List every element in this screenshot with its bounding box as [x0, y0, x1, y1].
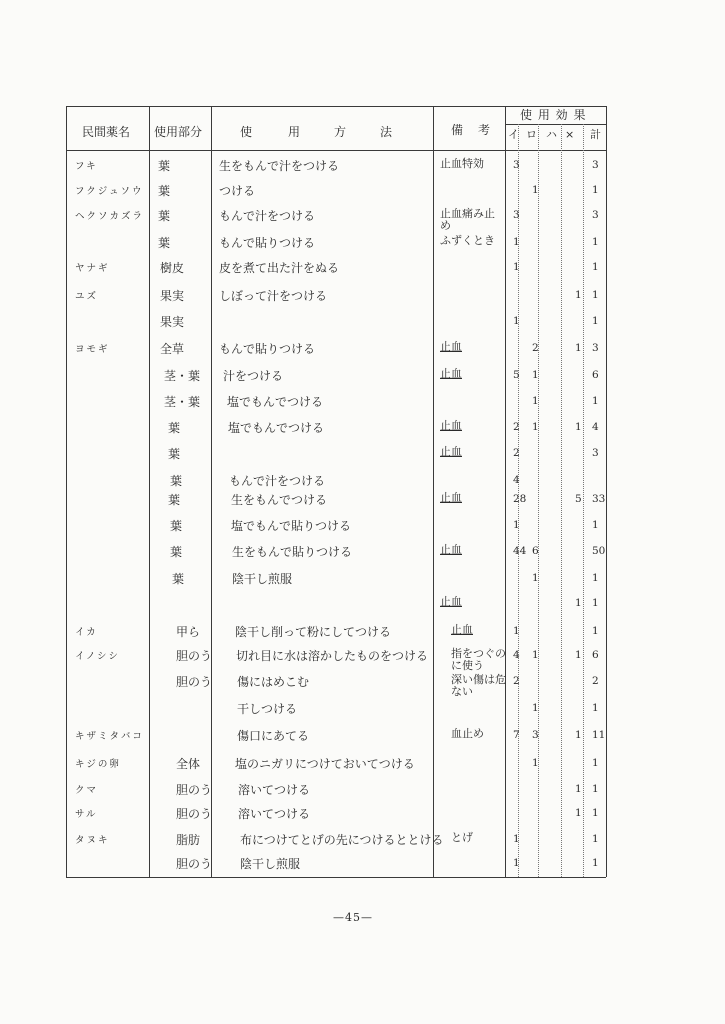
header-part: 使用部分	[154, 125, 203, 139]
row-usage-method: しぼって汁をつける	[219, 289, 328, 303]
table-right-border	[606, 106, 607, 877]
divider-part-method	[211, 106, 212, 877]
row-remedy-name: フクジュソウ	[75, 186, 144, 197]
row-usage-method: 塩でもんで貼りつける	[231, 519, 352, 533]
row-effect-value: 1	[575, 649, 582, 661]
divider-name-part	[149, 106, 150, 877]
row-remedy-name: キジの卵	[75, 759, 121, 770]
row-effect-value: 1	[575, 289, 582, 301]
row-effect-value: 1	[592, 757, 599, 769]
row-effect-value: 4	[513, 474, 520, 486]
divider-method-note	[433, 106, 434, 877]
row-usage-part: 胆のう	[176, 857, 213, 871]
row-usage-part: 葉	[158, 184, 171, 198]
header-effect-col: ロ	[526, 128, 537, 141]
row-remark: 止血痛み止め	[440, 207, 495, 232]
row-effect-value: 3	[532, 729, 539, 741]
row-effect-value: 1	[532, 395, 539, 407]
row-effect-value: 1	[513, 315, 520, 327]
row-usage-method: 塩でもんでつける	[228, 421, 325, 435]
row-effect-value: 1	[592, 625, 599, 637]
row-effect-value: 2	[592, 675, 599, 687]
row-usage-method: つける	[219, 184, 256, 198]
row-usage-method: 皮を煮て出た汁をぬる	[219, 261, 340, 275]
header-method-char: 使	[240, 125, 253, 139]
row-effect-value: 1	[513, 625, 520, 637]
row-usage-part: 胆のう	[176, 807, 213, 821]
row-usage-part: 葉	[168, 421, 181, 435]
row-effect-value: 1	[592, 783, 599, 795]
row-effect-value: 1	[532, 184, 539, 196]
row-effect-value: 1	[592, 807, 599, 819]
row-remark: 止血	[440, 340, 462, 353]
header-method-char: 方	[334, 125, 347, 139]
row-effect-value: 1	[532, 649, 539, 661]
row-effect-value: 1	[592, 261, 599, 273]
row-remedy-name: キザミタバコ	[75, 731, 144, 742]
row-effect-value: 1	[532, 757, 539, 769]
row-effect-value: 1	[592, 572, 599, 584]
header-method-char: 法	[380, 125, 393, 139]
row-effect-value: 1	[532, 369, 539, 381]
row-effect-value: 2	[513, 447, 520, 459]
row-remark: 止血特効	[440, 157, 484, 170]
row-remedy-name: ヨモギ	[75, 344, 110, 355]
row-usage-method: 塩のニガリにつけておいてつける	[235, 757, 415, 771]
row-usage-part: 葉	[168, 493, 181, 507]
row-remark: ふずくとき	[440, 234, 495, 247]
row-remedy-name: サル	[75, 809, 98, 820]
row-usage-part: 葉	[172, 572, 185, 586]
row-remark: とげ	[451, 831, 473, 844]
row-effect-value: 1	[513, 236, 520, 248]
row-usage-part: 胆のう	[176, 783, 213, 797]
row-usage-method: 陰干し削って粉にしてつける	[235, 625, 392, 639]
row-effect-value: 11	[592, 729, 606, 741]
row-effect-value: 1	[575, 783, 582, 795]
row-remedy-name: イカ	[75, 627, 98, 638]
row-remedy-name: ヤナギ	[75, 263, 110, 274]
row-effect-value: 3	[513, 209, 520, 221]
row-remark: 止血	[440, 595, 462, 608]
row-effect-value: 1	[592, 702, 599, 714]
row-usage-method: 溶いてつける	[238, 783, 311, 797]
table-bottom-border	[66, 877, 606, 878]
row-effect-value: 33	[592, 493, 606, 505]
row-remark: 止血	[451, 623, 473, 636]
row-remark: 止血	[440, 491, 462, 504]
row-effect-value: 1	[575, 597, 582, 609]
row-usage-part: 全草	[160, 342, 185, 356]
row-effect-value: 2	[513, 421, 520, 433]
row-remark: 血止め	[451, 727, 484, 740]
divider-note-effects	[505, 106, 506, 877]
table-left-border	[66, 106, 67, 877]
row-remedy-name: イノシシ	[75, 651, 120, 662]
row-effect-value: 1	[592, 395, 599, 407]
row-effect-value: 6	[532, 545, 539, 557]
row-effect-value: 1	[513, 857, 520, 869]
row-effect-value: 4	[513, 649, 520, 661]
row-effect-value: 2	[532, 342, 539, 354]
row-usage-part: 葉	[168, 447, 181, 461]
row-usage-part: 葉	[158, 236, 171, 250]
row-effect-value: 1	[532, 572, 539, 584]
row-usage-part: 脂肪	[176, 833, 201, 847]
row-effect-value: 6	[592, 649, 599, 661]
row-usage-method: 陰干し煎服	[240, 857, 301, 871]
row-usage-method: もんで汁をつける	[219, 209, 316, 223]
row-usage-method: もんで貼りつける	[219, 342, 316, 356]
row-remark: 止血	[440, 445, 462, 458]
row-usage-method: 生をもんで汁をつける	[219, 159, 340, 173]
row-usage-part: 茎・葉	[164, 395, 201, 409]
row-remedy-name: ヘクソカズラ	[75, 211, 145, 222]
dot-col-x-total	[583, 124, 584, 877]
row-usage-part: 果実	[160, 315, 185, 329]
row-usage-method: 生をもんで貼りつける	[232, 545, 353, 559]
row-usage-method: もんで貼りつける	[219, 236, 316, 250]
dot-col-ha-x	[561, 124, 562, 877]
row-usage-part: 葉	[158, 159, 171, 173]
row-remark: 止血	[440, 367, 462, 380]
row-effect-value: 5	[575, 493, 582, 505]
row-effect-value: 3	[513, 159, 520, 171]
row-usage-part: 甲ら	[176, 625, 201, 639]
row-usage-part: 茎・葉	[164, 369, 201, 383]
row-effect-value: 5	[513, 369, 520, 381]
row-effect-value: 1	[592, 597, 599, 609]
header-name: 民間薬名	[82, 125, 131, 139]
header-bottom-border	[66, 150, 606, 151]
row-usage-method: 塩でもんでつける	[227, 395, 324, 409]
row-remark: 止血	[440, 543, 462, 556]
row-effect-value: 1	[592, 315, 599, 327]
row-usage-method: 生をもんでつける	[231, 493, 328, 507]
effects-subheader-border	[505, 124, 606, 125]
row-usage-method: 傷にはめこむ	[237, 675, 310, 689]
row-effect-value: 1	[592, 519, 599, 531]
row-usage-part: 胆のう	[176, 675, 213, 689]
row-effect-value: 3	[592, 159, 599, 171]
row-effect-value: 28	[513, 493, 527, 505]
page-number: —45—	[333, 911, 373, 924]
row-effect-value: 3	[592, 447, 599, 459]
row-effect-value: 1	[575, 421, 582, 433]
row-usage-method: もんで汁をつける	[229, 474, 326, 488]
row-effect-value: 1	[575, 807, 582, 819]
row-effect-value: 50	[592, 545, 606, 557]
row-remedy-name: クマ	[75, 785, 99, 796]
row-usage-method: 陰干し煎服	[232, 572, 293, 586]
row-usage-part: 全体	[176, 757, 201, 771]
row-effect-value: 3	[592, 209, 599, 221]
row-effect-value: 1	[592, 289, 599, 301]
row-effect-value: 44	[513, 545, 527, 557]
row-effect-value: 1	[513, 833, 520, 845]
row-effect-value: 4	[592, 421, 599, 433]
row-remedy-name: ユズ	[75, 291, 99, 302]
row-usage-part: 葉	[170, 519, 183, 533]
row-usage-part: 葉	[170, 545, 183, 559]
row-effect-value: 1	[575, 342, 582, 354]
header-note-char: 備	[451, 123, 464, 137]
row-usage-part: 葉	[170, 474, 183, 488]
row-remark: 止血	[440, 419, 462, 432]
row-remark: 深い傷は危ない	[451, 673, 506, 698]
row-effect-value: 1	[592, 857, 599, 869]
row-effect-value: 1	[592, 184, 599, 196]
row-usage-method: 切れ目に水は溶かしたものをつける	[236, 649, 429, 663]
row-usage-method: 布につけてとげの先につけるととける	[240, 833, 444, 847]
row-effect-value: 1	[532, 421, 539, 433]
header-note-char: 考	[478, 123, 491, 137]
header-effects-title: 使 用 効 果	[520, 108, 587, 122]
header-effect-col: ハ	[546, 128, 557, 141]
row-effect-value: 6	[592, 369, 599, 381]
row-remark: 指をつぐのに使う	[451, 647, 506, 672]
row-effect-value: 2	[513, 675, 520, 687]
row-usage-method: 溶いてつける	[238, 807, 311, 821]
row-usage-part: 樹皮	[160, 261, 185, 275]
header-method-char: 用	[288, 125, 301, 139]
row-effect-value: 7	[513, 729, 520, 741]
row-remedy-name: タヌキ	[75, 835, 110, 846]
header-effect-col: 計	[590, 128, 601, 141]
row-usage-method: 汁をつける	[223, 369, 284, 383]
row-effect-value: 1	[513, 519, 520, 531]
header-effect-col: ×	[565, 128, 575, 141]
row-remedy-name: フキ	[75, 161, 98, 172]
row-effect-value: 1	[532, 702, 539, 714]
row-usage-part: 果実	[160, 289, 185, 303]
row-usage-part: 胆のう	[176, 649, 213, 663]
row-usage-method: 干しつける	[237, 702, 298, 716]
row-usage-part: 葉	[158, 209, 171, 223]
row-effect-value: 1	[575, 729, 582, 741]
row-effect-value: 1	[513, 261, 520, 273]
row-effect-value: 3	[592, 342, 599, 354]
row-effect-value: 1	[592, 833, 599, 845]
row-effect-value: 1	[592, 236, 599, 248]
row-usage-method: 傷口にあてる	[237, 729, 310, 743]
header-effect-col: イ	[508, 128, 519, 141]
